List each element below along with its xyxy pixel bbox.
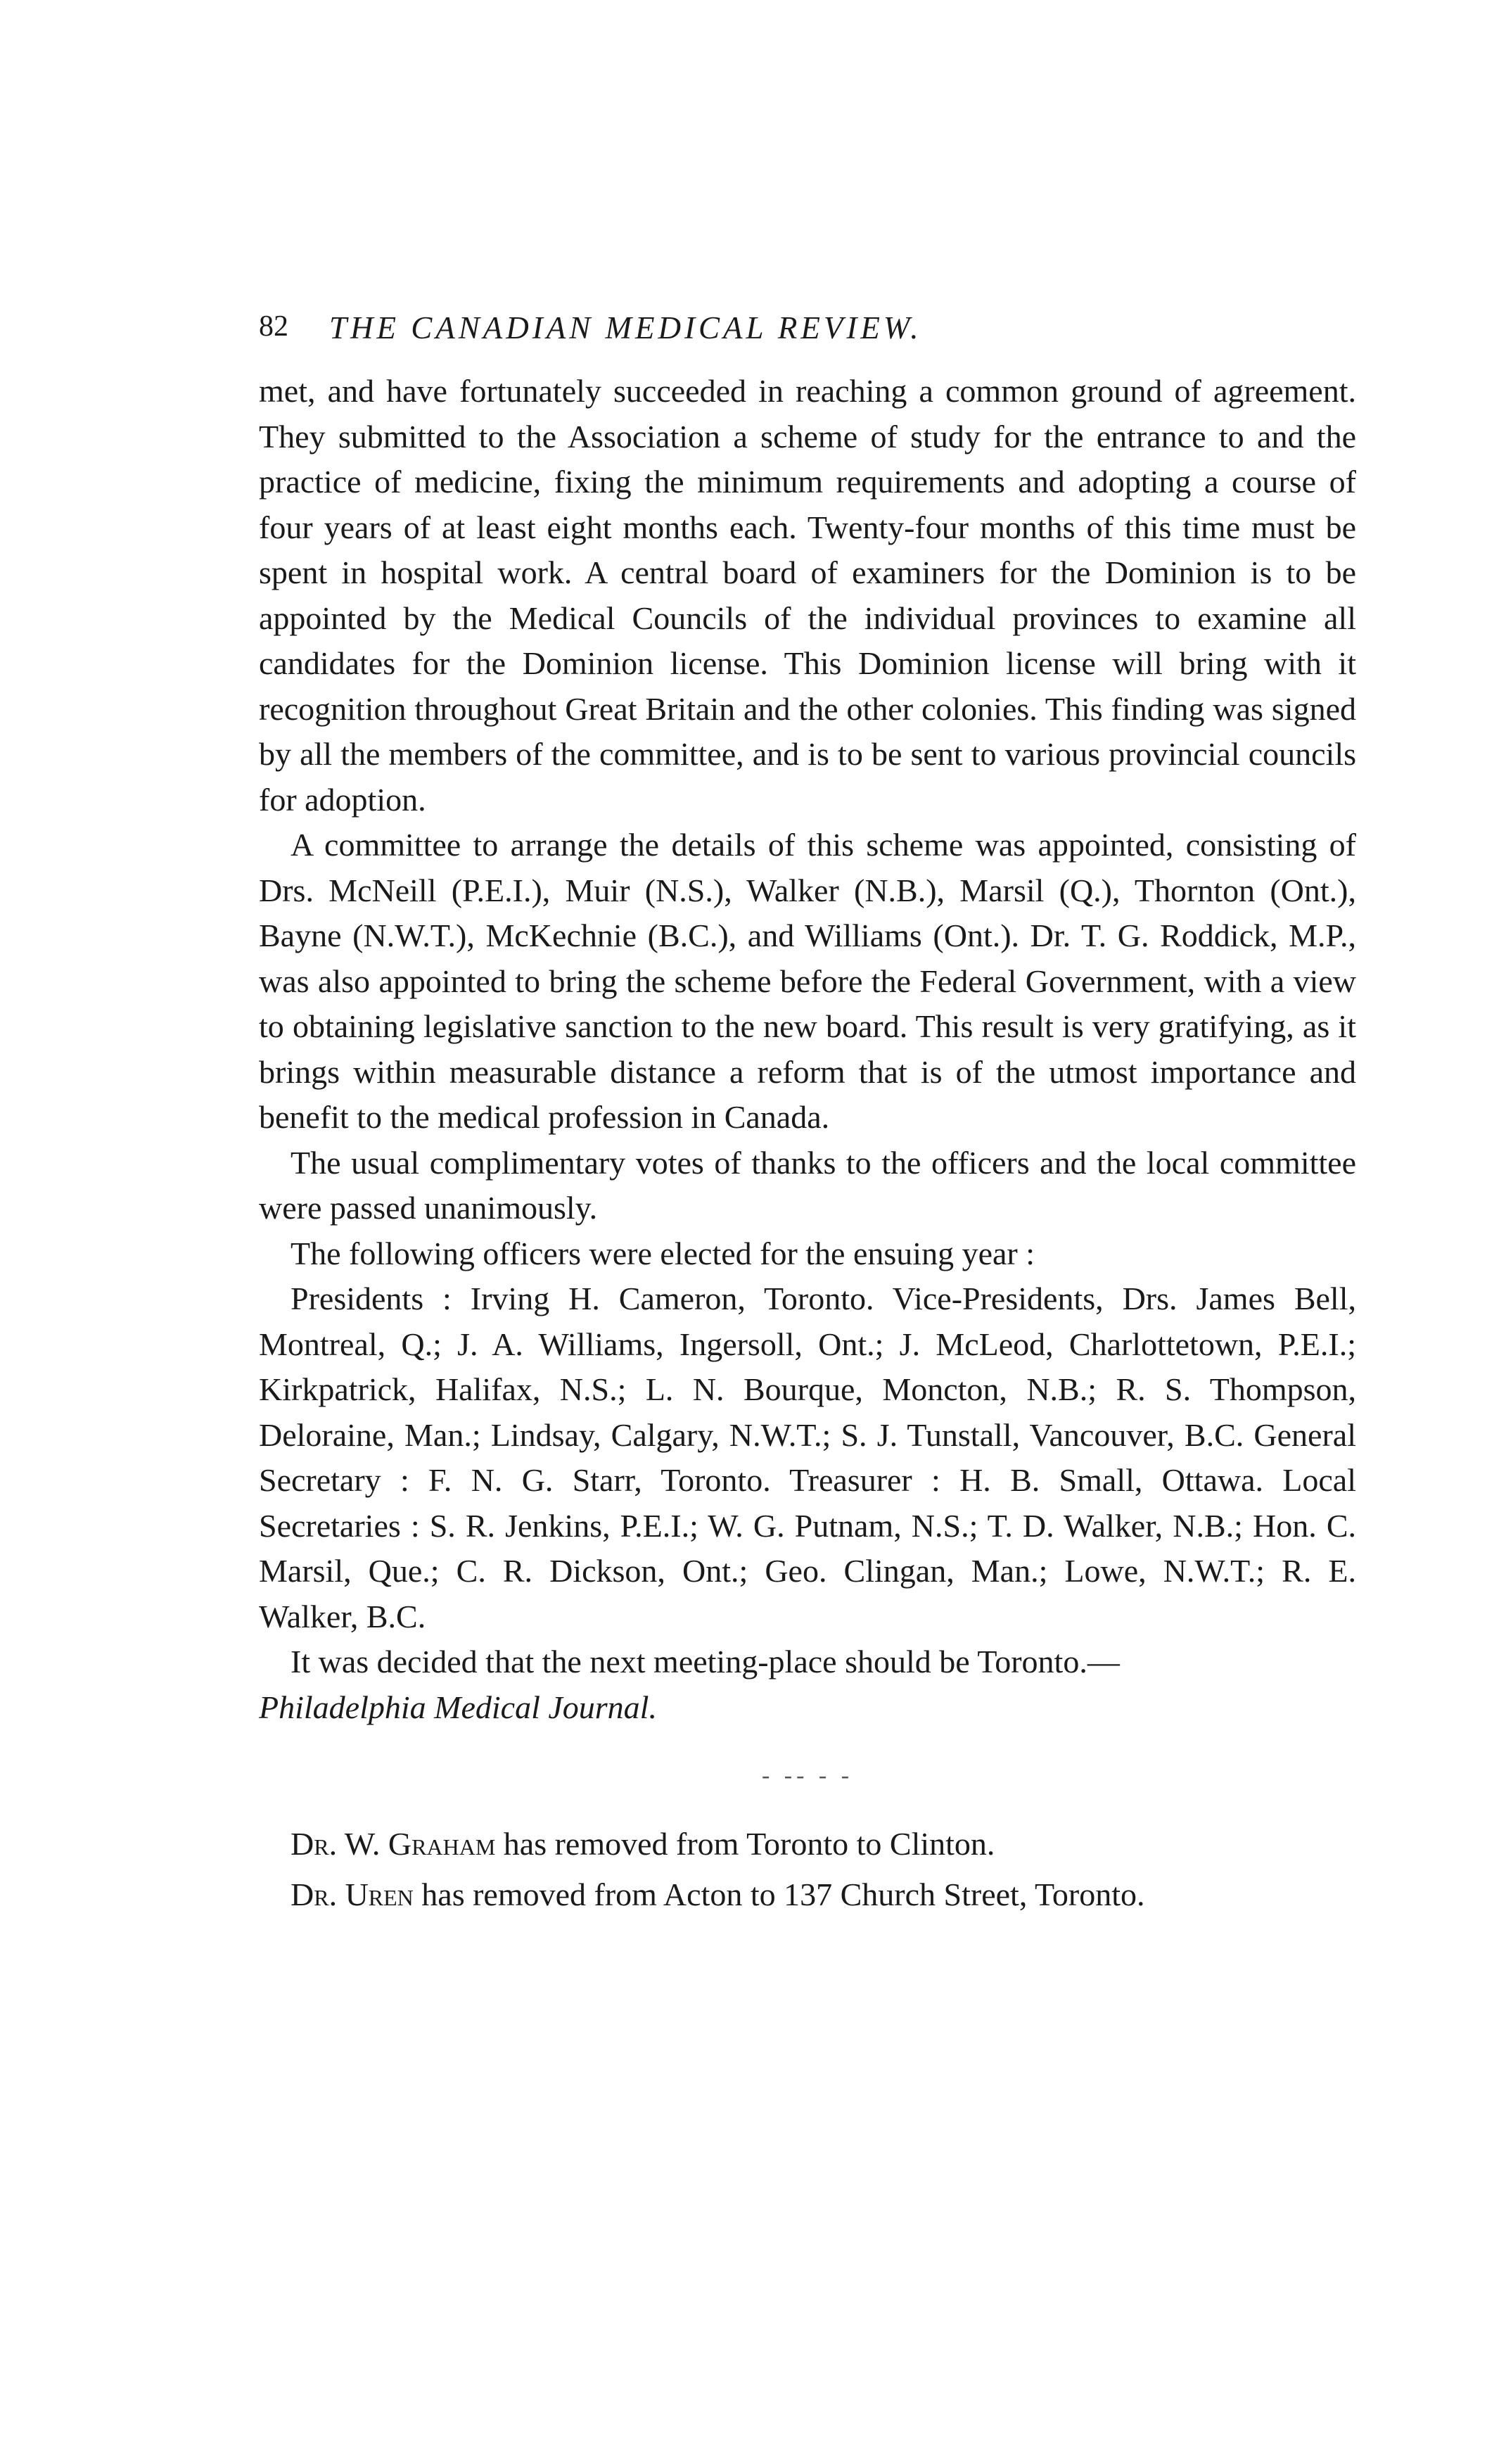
- paragraph: The following officers were elected for the ensuing year :: [291, 1235, 1035, 1271]
- article-body: [259, 369, 1356, 1730]
- document-page: [259, 310, 1356, 1920]
- notice-text: has removed from Acton to 137 Church Street, Toronto.: [421, 1876, 1145, 1912]
- notice-text: has removed from Toronto to Clinton.: [503, 1826, 995, 1862]
- page-header: [259, 310, 1356, 359]
- notice-name: Dr. Uren: [291, 1876, 414, 1912]
- notices: [259, 1819, 1356, 1920]
- paragraph: A committee to arrange the details of this scheme was appointed, consisting of Drs. McNeill (P.E.I.), Muir (N.S.), Walker (N.B.), Marsil (Q.), Thornton (Ont.), Bayne (N.W.T.), McKechnie (B.C.), and Williams (Ont.). Dr. T. G. Roddick, M.P., was also appointed to bring the scheme before the Federal Government, with a view to obtaining legislative sanction to the new board. This result is very gratifying, as it brings within measurable distance a reform that is of the utmost importance and benefit to the medical profession in Canada.: [259, 827, 1356, 1135]
- paragraph: met, and have fortunately succeeded in reaching a common ground of agreement. They submitted to the Association a scheme of study for the entrance to and the practice of medicine, fixing the minimum requirements and adopting a course of four years of at least eight months each. Twenty-four months of this time must be spent in hospital work. A central board of examiners for the Dominion is to be appointed by the Medical Councils of the individual provinces to examine all candidates for the Dominion license. This Dominion license will bring with it recognition throughout Great Britain and the other colonies. This finding was signed by all the members of the committee, and is to be sent to various provincial councils for adoption.: [259, 373, 1356, 818]
- source-citation: Philadelphia Medical Journal.: [259, 1689, 657, 1725]
- notice-item: [259, 1869, 1356, 1920]
- running-title: THE CANADIAN MEDICAL REVIEW.: [329, 310, 922, 345]
- page-number: 82: [259, 310, 288, 343]
- paragraph: The usual complimentary votes of thanks to the officers and the local committee were passed unanimously.: [259, 1144, 1356, 1226]
- notice-item: [259, 1819, 1356, 1869]
- notice-name: Dr. W. Graham: [291, 1826, 496, 1862]
- paragraph: It was decided that the next meeting-place should be Toronto.—: [291, 1644, 1120, 1679]
- section-divider: - -- - -: [761, 1763, 854, 1789]
- paragraph: Presidents : Irving H. Cameron, Toronto. Vice-Presidents, Drs. James Bell, Montreal, Q.; J. A. Williams, Ingersoll, Ont.; J. McLeod, Charlottetown, P.E.I.; Kirkpatrick, Halifax, N.S.; L. N. Bourque, Moncton, N.B.; R. S. Thompson, Deloraine, Man.; Lindsay, Calgary, N.W.T.; S. J. Tunstall, Vancouver, B.C. General Secretary : F. N. G. Starr, Toronto. Treasurer : H. B. Small, Ottawa. Local Secretaries : S. R. Jenkins, P.E.I.; W. G. Putnam, N.S.; T. D. Walker, N.B.; Hon. C. Marsil, Que.; C. R. Dickson, Ont.; Geo. Clingan, Man.; Lowe, N.W.T.; R. E. Walker, B.C.: [259, 1281, 1356, 1634]
